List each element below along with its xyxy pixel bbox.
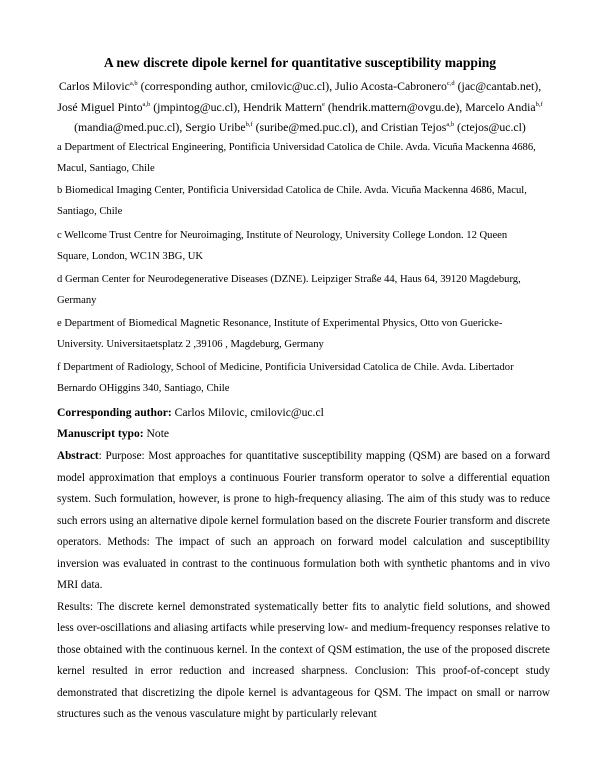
author-affiliation-mark: b,f <box>535 100 543 108</box>
author-affiliation-mark: a,b <box>446 121 455 129</box>
corresponding-author-value: Carlos Milovic, cmilovic@uc.cl <box>171 406 324 419</box>
author-affiliation-mark: c,d <box>446 80 455 88</box>
author-name: Sergio Uribe <box>185 120 246 134</box>
author-separator: , <box>237 99 244 114</box>
author-separator: , and <box>354 120 381 134</box>
affiliation-d <box>57 269 557 311</box>
affiliation-a <box>57 137 557 179</box>
author-name: José Miguel Pinto <box>57 99 143 114</box>
author-affiliation-mark: b,f <box>245 121 253 129</box>
author-affiliation-mark: e <box>322 100 325 108</box>
affiliation-line: c Wellcome Trust Centre for Neuroimaging, Institute of Neurology, University College London. 12 Queen <box>57 230 508 241</box>
affiliation-line: University. Universitaetsplatz 2 ,39106 , Magdeburg, Germany <box>57 339 324 350</box>
affiliation-line: Macul, Santiago, Chile <box>57 163 155 174</box>
author-name: Hendrik Mattern <box>243 99 323 114</box>
author-affiliation-mark: a,b <box>142 100 151 108</box>
abstract <box>57 446 550 726</box>
author-affiliation-mark: a,b <box>129 80 138 88</box>
author-name: Julio Acosta-Cabronero <box>335 79 447 93</box>
affiliation-e <box>57 313 557 355</box>
author-list <box>40 76 560 138</box>
affiliation-c <box>57 225 557 267</box>
affiliation-line: Santiago, Chile <box>57 206 123 217</box>
author-name: Carlos Milovic <box>58 79 130 93</box>
affiliation-line: b Biomedical Imaging Center, Pontificia Universidad Catolica de Chile. Avda. Vicuña Mackenna 4686, Macul, <box>57 185 527 196</box>
corresponding-author-label: Corresponding author: <box>57 406 172 419</box>
author-detail: (jmpintog@uc.cl) <box>153 99 238 114</box>
author-separator: , <box>179 120 186 134</box>
affiliation-b <box>57 180 557 222</box>
author-separator: , <box>329 79 336 93</box>
manuscript-type <box>57 423 557 444</box>
author-detail: (jac@cantab.net) <box>457 79 539 93</box>
author-detail: (corresponding author, cmilovic@uc.cl) <box>140 79 330 93</box>
abstract-label: Abstract <box>57 450 99 462</box>
abstract-paragraph <box>57 446 550 597</box>
corresponding-author <box>57 402 557 423</box>
author-name: Marcelo Andia <box>465 99 536 114</box>
abstract-text: : Purpose: Most approaches for quantitative susceptibility mapping (QSM) are based on a forward model approximation that employs a continuous Fourier transform operator to solve a differential equation system. Such formulation, however, is prone to high-frequency aliasing. The aim of this study was to reduce such errors using an alternative dipole kernel formulation based on the discrete Fourier transform and discrete operators. Methods: The impact of such an approach on forward model calculation and susceptibility inversion was evaluated in contrast to the continuous formulation both with synthetic phantoms and in vivo MRI data. <box>57 450 550 591</box>
affiliation-line: Germany <box>57 295 97 306</box>
affiliation-f <box>57 357 557 399</box>
author-detail: (hendrik.mattern@ovgu.de) <box>327 99 460 114</box>
manuscript-type-label: Manuscript typo: <box>57 427 144 440</box>
affiliation-line: e Department of Biomedical Magnetic Resonance, Institute of Experimental Physics, Otto von Guericke- <box>57 318 503 329</box>
author-separator: , <box>538 79 542 93</box>
author-separator: , <box>459 99 466 114</box>
author-name: Cristian Tejos <box>380 120 447 134</box>
affiliation-line: a Department of Electrical Engineering, Pontificia Universidad Catolica de Chile. Avda. Vicuña Mackenna 4686, <box>57 142 536 153</box>
abstract-paragraph: Results: The discrete kernel demonstrated systematically better fits to analytic field solutions, and showed less over-oscillations and aliasing artifacts while preserving low- and medium-frequency responses relative to those obtained with the continuous kernel. In the context of QSM estimation, the use of the proposed discrete kernel resulted in error reduction and increased sharpness. Conclusion: This proof-of-concept study demonstrated that discretizing the dipole kernel is advantageous for QSM. The impact on small or narrow structures such as the venous vasculature might by particularly relevant <box>57 600 550 720</box>
affiliation-line: Bernardo OHiggins 340, Santiago, Chile <box>57 383 230 394</box>
affiliation-line: Square, London, WC1N 3BG, UK <box>57 251 204 262</box>
affiliation-line: d German Center for Neurodegenerative Diseases (DZNE). Leipziger Straße 44, Haus 64, 39120 Magdeburg, <box>57 274 521 285</box>
author-detail: (suribe@med.puc.cl) <box>255 120 355 134</box>
manuscript-type-value: Note <box>143 427 170 440</box>
paper-title: A new discrete dipole kernel for quantitative susceptibility mapping <box>103 55 497 70</box>
author-detail: (mandia@med.puc.cl) <box>74 120 180 134</box>
author-detail: (ctejos@uc.cl) <box>457 120 526 134</box>
affiliation-line: f Department of Radiology, School of Medicine, Pontificia Universidad Catolica de Chile. Avda. Libertador <box>57 362 514 373</box>
